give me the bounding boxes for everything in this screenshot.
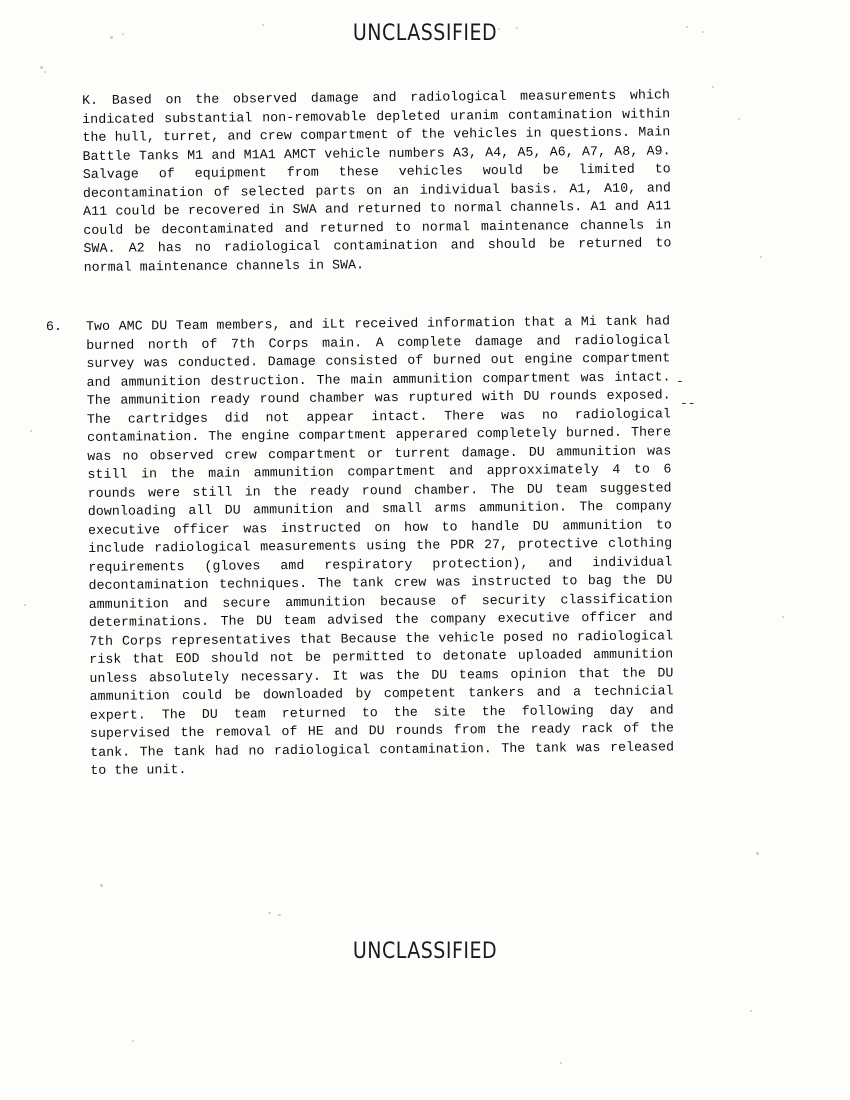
scan-speck (24, 604, 26, 606)
scan-speck (782, 616, 784, 618)
classification-banner-top: UNCLASSIFIED (352, 20, 498, 46)
scan-speck (40, 66, 43, 69)
stray-mark-dash: - (676, 374, 684, 389)
scan-speck (560, 1062, 562, 1064)
scan-speck (738, 118, 740, 120)
scan-speck (750, 1010, 752, 1012)
paragraph-k: K. Based on the observed damage and radiological measurements which indicated substantial non-removable depleted uranim contamination within the hull, turret, and crew compartment of the vehicles in questions. Main Battle Tanks M1 and M1A1 AMCT vehicle numbers A3, A4, A5, A6, A7, A8, A9. Salvage of equipment from these vehicles would be limited to decontamination of selected parts on an individual basis. A1, A10, and A11 could be recovered in SWA and returned to normal channels. A1 and A11 could be decontaminated and returned to normal maintenance channels in SWA. A2 has no radiological contamination and should be returned to normal maintenance channels in SWA. (82, 87, 672, 275)
scan-speck (760, 256, 762, 258)
stray-mark-double-dash: -- (680, 396, 696, 411)
paragraph-6-number: 6. (45, 318, 62, 335)
scan-speck (278, 914, 281, 916)
scan-speck (132, 1040, 134, 1042)
scan-speck (712, 86, 714, 88)
scan-speck (268, 912, 271, 914)
classification-banner-bottom: UNCLASSIFIED (352, 938, 498, 964)
scan-speck (30, 430, 32, 432)
scan-speck (100, 884, 103, 887)
paragraph-6: Two AMC DU Team members, and iLt received information that a Mi tank had burned north of 7th Corps main. A complete damage and radiological survey was conducted. Damage consisted of burned out engine compartment and ammunition destruction. The main ammunition compartment was intact. The ammunition ready round chamber was ruptured with DU rounds exposed. The cartridges did not appear intact. There was no radiological contamination. The engine compartment apperared completely burned. There was no observed crew compartment or turrent damage. DU ammunition was still in the main ammunition compartment and approxximately 4 to 6 rounds were still in the ready round chamber. The DU team suggested downloading all DU ammunition and small arms ammunition. The company executive officer was instructed on how to handle DU ammunition to include radiological measurements using the PDR 27, protective clothing requirements (gloves amd respiratory protection), and individual decontamination techniques. The tank crew was instructed to bag the DU ammunition and secure ammunition because of security classification determinations. The DU team advised the company executive officer and 7th Corps representatives that Because the vehicle posed no radiological risk that EOD should not be permitted to detonate uploaded ammunition unless absolutely necessary. It was the DU teams opinion that the DU ammunition could be downloaded by competent tankers and a technicial expert. The DU team returned to the site the following day and supervised the removal of HE and DU rounds from the ready rack of the tank. The tank had no radiological contamination. The tank was released to the unit. (86, 313, 675, 778)
scan-speck (756, 852, 759, 855)
scan-speck (44, 71, 46, 73)
